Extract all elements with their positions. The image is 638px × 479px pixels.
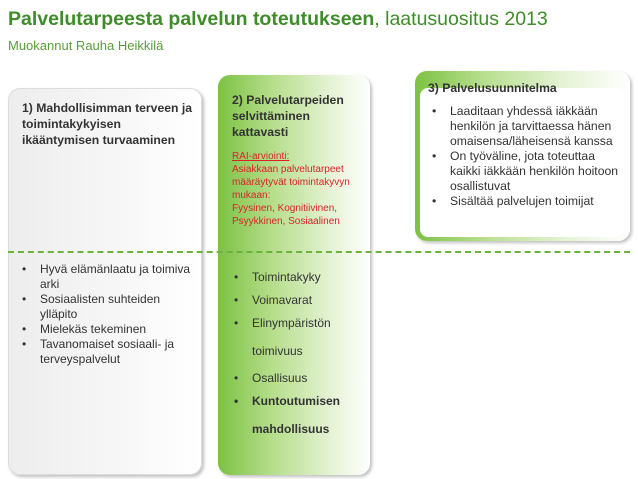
bullet-icon: • xyxy=(22,292,27,306)
box-3-bullet-text: On työväline, jota toteuttaa kaikki iäkkään henkilön hoitoon osallistuvat xyxy=(450,149,619,193)
bullet-icon: • xyxy=(432,104,437,118)
box-3-bullet-list xyxy=(428,104,628,209)
rai-text: Asiakkaan palvelutarpeet määräytyvät toimintakyvyn mukaan: xyxy=(232,164,350,201)
list-item xyxy=(18,337,198,367)
title-bold: Palvelutarpeesta palvelun toteutukseen xyxy=(8,8,375,30)
bullet-icon: • xyxy=(234,371,239,385)
bullet-icon: • xyxy=(234,270,239,284)
list-item xyxy=(230,267,370,287)
rai-list: Fyysinen, Kognitiivinen, Psyykkinen, Sosiaalinen xyxy=(232,203,340,227)
box-2-bullet-list xyxy=(230,267,370,446)
box-2-bullet-text: Osallisuus xyxy=(252,371,308,385)
box-1-bullet-text: Hyvä elämänlaatu ja toimiva arki xyxy=(40,262,191,291)
page-subtitle: Muokannut Rauha Heikkilä xyxy=(8,38,164,53)
bullet-icon: • xyxy=(432,149,437,163)
bullet-icon: • xyxy=(234,316,239,330)
box-1-bullet-list xyxy=(18,262,198,367)
box-2-heading: 2) Palvelutarpeiden selvittäminen kattavasti xyxy=(232,93,344,139)
bullet-icon: • xyxy=(22,337,27,351)
list-item xyxy=(18,322,198,337)
list-item xyxy=(428,149,628,194)
list-item xyxy=(230,290,370,310)
box-2-bullet-text: Kuntoutumisen mahdollisuus xyxy=(252,394,340,436)
box-2-bullet-text: Toimintakyky xyxy=(252,270,321,284)
box-1-bullet-text: Sosiaalisten suhteiden ylläpito xyxy=(40,292,161,321)
rai-label: RAI-arviointi: xyxy=(232,151,290,162)
bullet-icon: • xyxy=(432,194,437,208)
list-item xyxy=(230,368,370,388)
box-3-bullet-text: Laaditaan yhdessä iäkkään henkilön ja tarvittaessa hänen omaisensa/läheisensä kanssa xyxy=(450,104,613,148)
box-2-rai-block xyxy=(232,150,367,228)
list-item xyxy=(18,292,198,322)
box-3-bullet-text: Sisältää palvelujen toimijat xyxy=(450,194,594,208)
page-title xyxy=(8,8,628,31)
list-item xyxy=(18,262,198,292)
list-item xyxy=(230,391,370,443)
box-1-bullet-text: Mielekäs tekeminen xyxy=(40,322,147,336)
box-3-heading: 3) Palvelusuunnitelma xyxy=(428,81,557,95)
dashed-divider xyxy=(8,251,630,253)
bullet-icon: • xyxy=(234,394,239,408)
title-rest: , laatusuositus 2013 xyxy=(374,8,548,30)
list-item xyxy=(230,313,370,365)
bullet-icon: • xyxy=(22,322,27,336)
bullet-icon: • xyxy=(22,262,27,276)
box-2-bullet-text: Elinympäristön toimivuus xyxy=(252,316,331,358)
bullet-icon: • xyxy=(234,293,239,307)
box-1-bullet-text: Tavanomaiset sosiaali- ja terveyspalvelut xyxy=(40,337,175,366)
list-item xyxy=(428,104,628,149)
list-item xyxy=(428,194,628,209)
box-2-bullet-text: Voimavarat xyxy=(252,293,313,307)
box-1-heading: 1) Mahdollisimman terveen ja toimintakykyisen ikääntymisen turvaaminen xyxy=(22,101,193,147)
